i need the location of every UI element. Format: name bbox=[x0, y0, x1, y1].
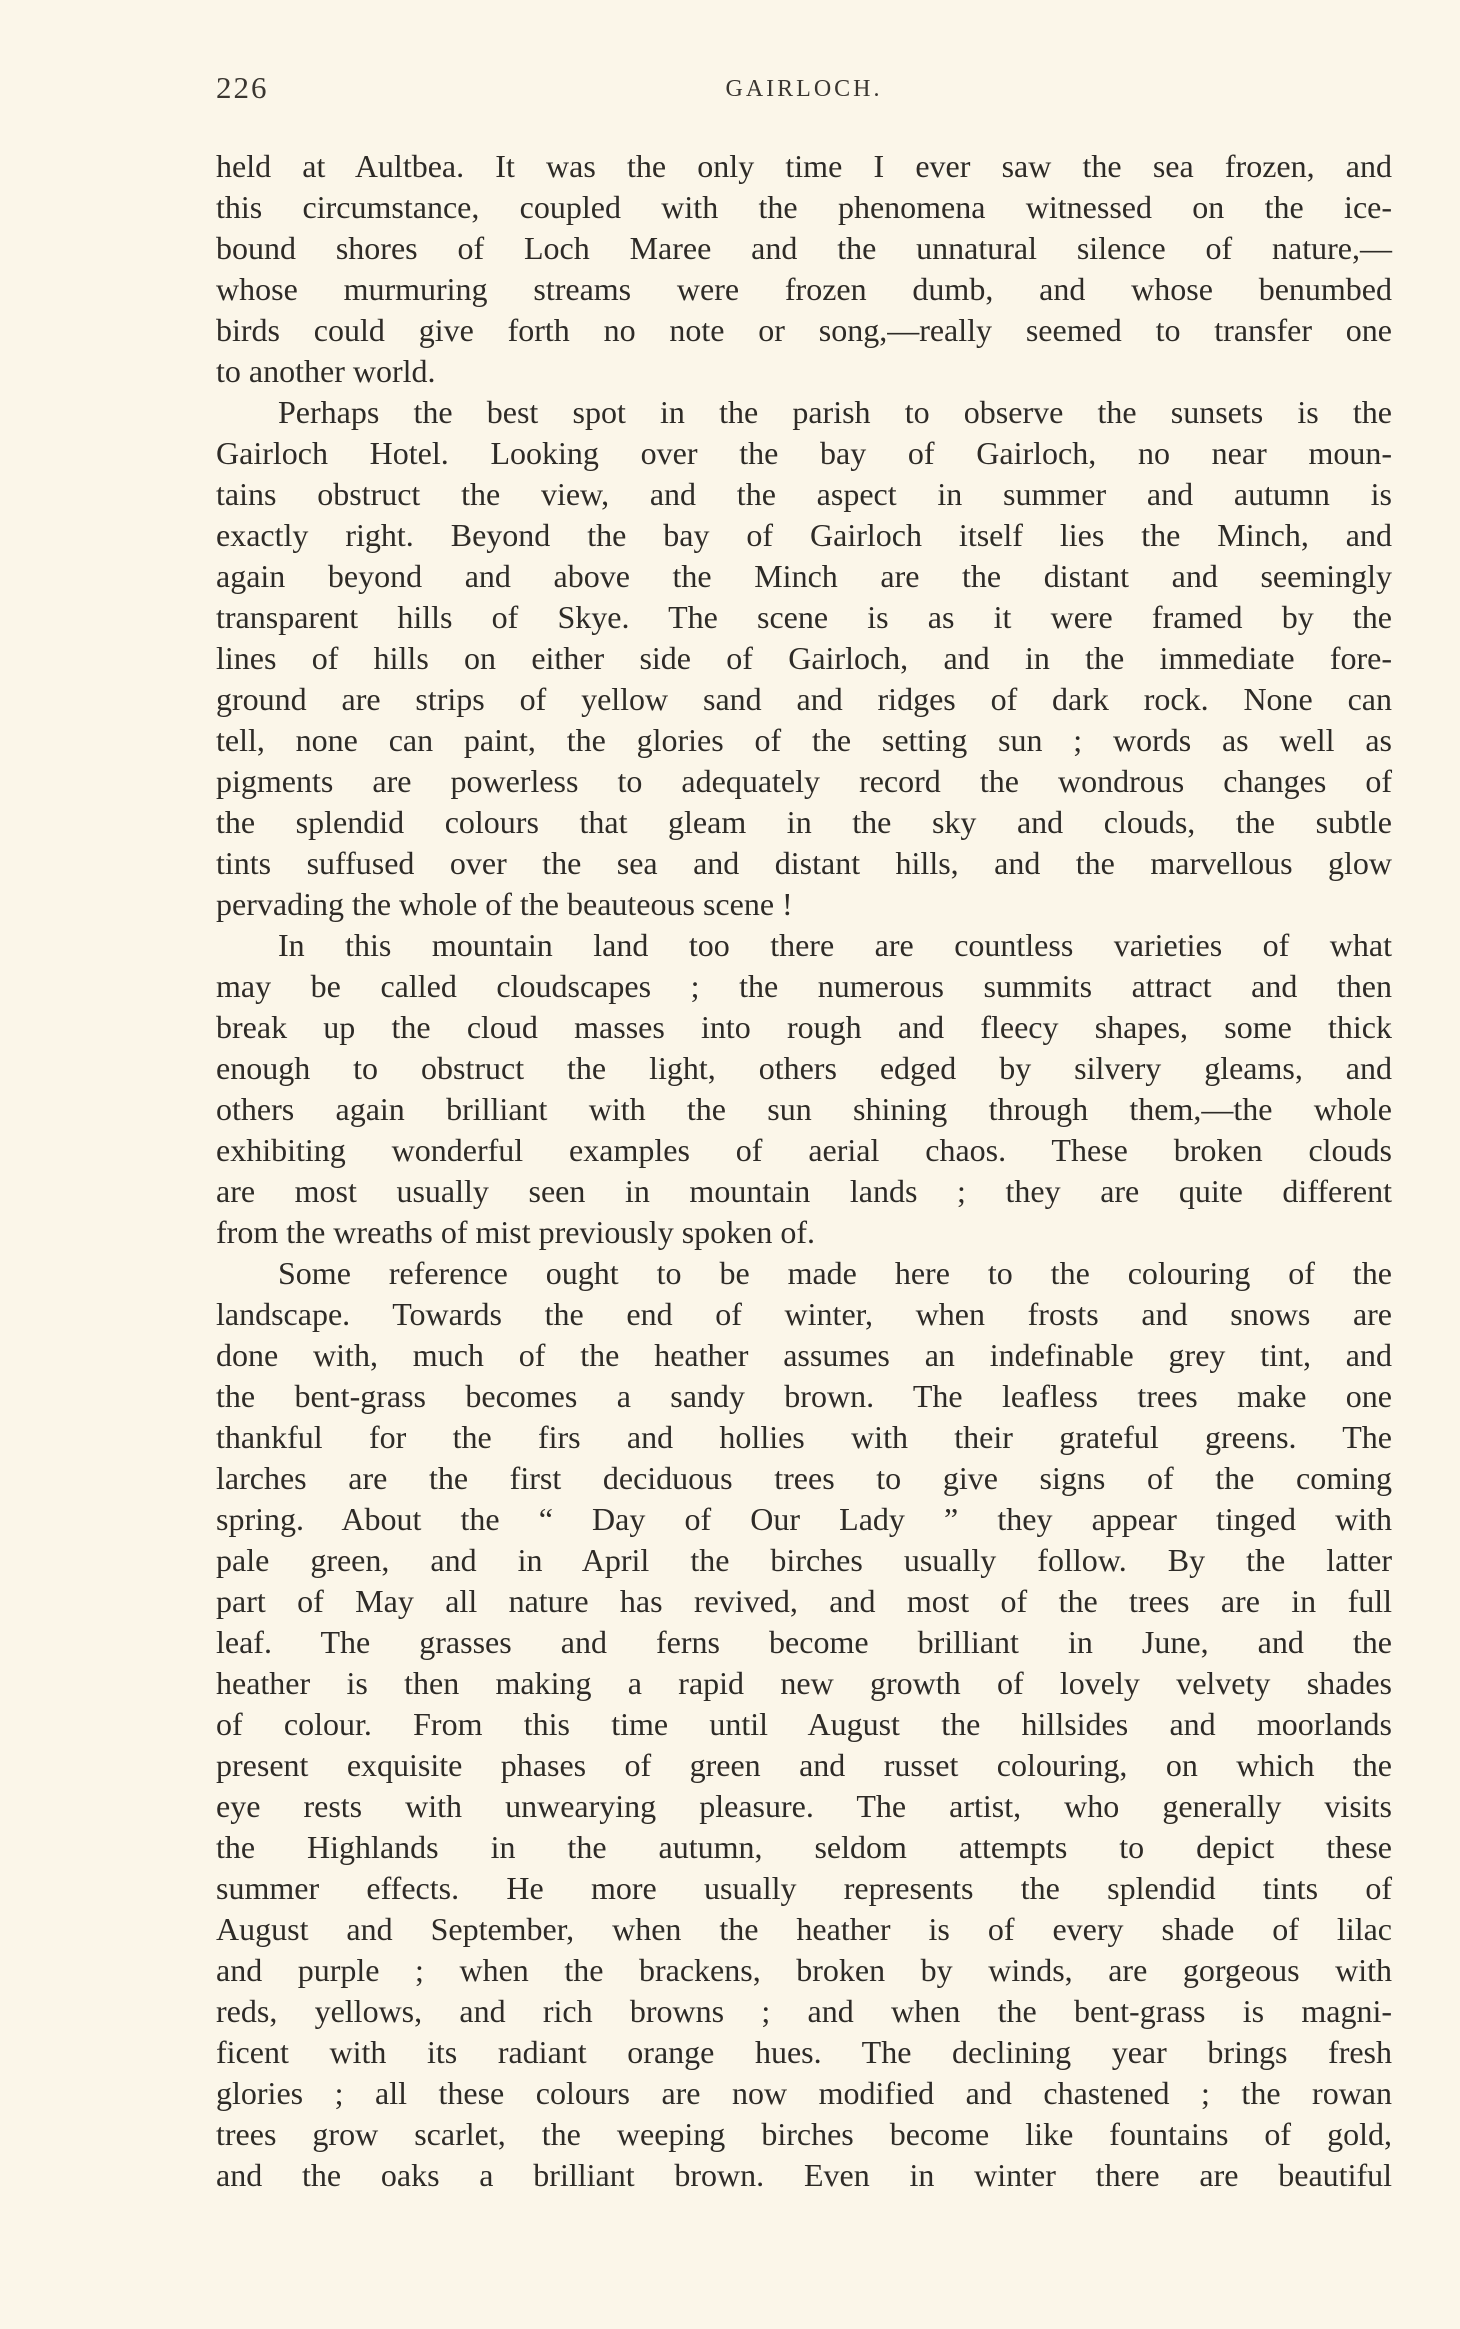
text-line: summer effects. He more usually represents the splendid tints of bbox=[216, 1870, 1392, 1906]
text-line: exactly right. Beyond the bay of Gairloch itself lies the Minch, and bbox=[216, 517, 1392, 553]
text-line: thankful for the firs and hollies with their grateful greens. The bbox=[216, 1419, 1392, 1455]
text-line: Some reference ought to be made here to the colouring of the bbox=[278, 1255, 1392, 1291]
text-line: done with, much of the heather assumes an indefinable grey tint, and bbox=[216, 1337, 1392, 1373]
text-line: lines of hills on either side of Gairloch, and in the immediate fore- bbox=[216, 640, 1392, 676]
text-line: bound shores of Loch Maree and the unnatural silence of nature,— bbox=[216, 230, 1392, 266]
text-line: leaf. The grasses and ferns become brilliant in June, and the bbox=[216, 1624, 1392, 1660]
text-line: birds could give forth no note or song,—really seemed to transfer one bbox=[216, 312, 1392, 348]
text-line: In this mountain land too there are countless varieties of what bbox=[278, 927, 1392, 963]
text-line: to another world. bbox=[216, 353, 436, 389]
text-line: reds, yellows, and rich browns ; and when the bent-grass is magni- bbox=[216, 1993, 1392, 2029]
text-line: pervading the whole of the beauteous scene ! bbox=[216, 886, 793, 922]
text-line: larches are the first deciduous trees to give signs of the coming bbox=[216, 1460, 1392, 1496]
text-line: whose murmuring streams were frozen dumb, and whose benumbed bbox=[216, 271, 1392, 307]
text-line: landscape. Towards the end of winter, when frosts and snows are bbox=[216, 1296, 1392, 1332]
text-line: pale green, and in April the birches usually follow. By the latter bbox=[216, 1542, 1392, 1578]
text-line: Perhaps the best spot in the parish to observe the sunsets is the bbox=[278, 394, 1392, 430]
running-title: GAIRLOCH. bbox=[725, 76, 883, 102]
text-line: spring. About the “ Day of Our Lady ” they appear tinged with bbox=[216, 1501, 1392, 1537]
text-line: others again brilliant with the sun shining through them,—the whole bbox=[216, 1091, 1392, 1127]
text-line: tell, none can paint, the glories of the setting sun ; words as well as bbox=[216, 722, 1392, 758]
text-line: enough to obstruct the light, others edged by silvery gleams, and bbox=[216, 1050, 1392, 1086]
text-line: the Highlands in the autumn, seldom attempts to depict these bbox=[216, 1829, 1392, 1865]
text-line: ground are strips of yellow sand and ridges of dark rock. None can bbox=[216, 681, 1392, 717]
text-line: transparent hills of Skye. The scene is as it were framed by the bbox=[216, 599, 1392, 635]
text-line: this circumstance, coupled with the phenomena witnessed on the ice- bbox=[216, 189, 1392, 225]
text-line: break up the cloud masses into rough and fleecy shapes, some thick bbox=[216, 1009, 1392, 1045]
text-line: again beyond and above the Minch are the distant and seemingly bbox=[216, 558, 1392, 594]
text-line: trees grow scarlet, the weeping birches become like fountains of gold, bbox=[216, 2116, 1392, 2152]
text-line: ficent with its radiant orange hues. The declining year brings fresh bbox=[216, 2034, 1392, 2070]
text-line: and purple ; when the brackens, broken by winds, are gorgeous with bbox=[216, 1952, 1392, 1988]
text-line: the bent-grass becomes a sandy brown. The leafless trees make one bbox=[216, 1378, 1392, 1414]
text-line: eye rests with unwearying pleasure. The artist, who generally visits bbox=[216, 1788, 1392, 1824]
text-line: part of May all nature has revived, and most of the trees are in full bbox=[216, 1583, 1392, 1619]
running-head bbox=[216, 70, 1392, 120]
text-line: are most usually seen in mountain lands ; they are quite different bbox=[216, 1173, 1392, 1209]
text-line: from the wreaths of mist previously spoken of. bbox=[216, 1214, 815, 1250]
text-line: Gairloch Hotel. Looking over the bay of Gairloch, no near moun- bbox=[216, 435, 1392, 471]
text-line: of colour. From this time until August the hillsides and moorlands bbox=[216, 1706, 1392, 1742]
body-text bbox=[216, 146, 1392, 2196]
text-line: held at Aultbea. It was the only time I ever saw the sea frozen, and bbox=[216, 148, 1392, 184]
text-line: heather is then making a rapid new growth of lovely velvety shades bbox=[216, 1665, 1392, 1701]
text-line: August and September, when the heather is of every shade of lilac bbox=[216, 1911, 1392, 1947]
text-line: glories ; all these colours are now modified and chastened ; the rowan bbox=[216, 2075, 1392, 2111]
text-line: may be called cloudscapes ; the numerous summits attract and then bbox=[216, 968, 1392, 1004]
text-line: pigments are powerless to adequately record the wondrous changes of bbox=[216, 763, 1392, 799]
text-line: tints suffused over the sea and distant hills, and the marvellous glow bbox=[216, 845, 1392, 881]
page-number: 226 bbox=[216, 70, 269, 105]
text-line: exhibiting wonderful examples of aerial chaos. These broken clouds bbox=[216, 1132, 1392, 1168]
text-line: the splendid colours that gleam in the sky and clouds, the subtle bbox=[216, 804, 1392, 840]
text-line: present exquisite phases of green and russet colouring, on which the bbox=[216, 1747, 1392, 1783]
text-line: tains obstruct the view, and the aspect in summer and autumn is bbox=[216, 476, 1392, 512]
text-line: and the oaks a brilliant brown. Even in winter there are beautiful bbox=[216, 2157, 1392, 2193]
